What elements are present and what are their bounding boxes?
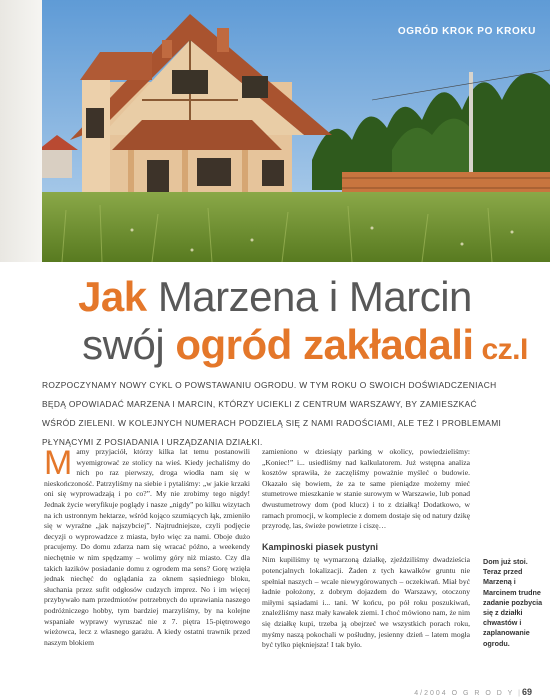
headline-garden: ogród zakładali: [175, 321, 474, 368]
page-number: 69: [521, 687, 532, 697]
headline-word-swoj: swój: [82, 321, 176, 368]
subheading: Kampinoski piasek pustyni: [262, 541, 379, 552]
headline-names: Marzena i Marcin: [157, 273, 472, 320]
house-photo: [42, 0, 550, 262]
body-text-col2-a: zamieniono w dziesiąty parking w okolicy, powiedzieliśmy: „Koniec!” i... usiedliśmy nad kalkulatorem. Już wstępna analiza kosztów sprawiła, że zaczęliśmy poważnie myśleć o budowie. Okazało się bowiem, że za te same pieniądze możemy mieć stumetrowe mieszkanie w stanie surowym w Warszawie, lub ponad dwustumetrowy dom (pod klucz) i to z działką! Dodatkowo, w ramach promocji, w komplecie z domem dostaje się od natury dzikę przyrodę, las, świeże powietrze i ciszę…: [262, 447, 470, 531]
photo-caption: Dom już stoi. Teraz przed Marzeną i Marcinem trudne zadanie pozbycia się z działki chwastów i zaplanowanie ogrodu.: [483, 557, 543, 648]
body-text-col1: amy przyjaciół, którzy kilka lat temu postanowili wyemigrować ze stolicy na wieś. Kiedy jechaliśmy do nich po raz pierwszy, droga wiodła nam się w nieskończoność. Patrzyliśmy na siebie i pytaliśmy: „w jakie krzaki oni się wyprowadzają i po co?”. My nie zrobimy tego nigdy! Jednak życie weryfikuje poglądy i nasze „nigdy” po kilku wizytach na ich ustronnym hektarze, wśród kojąco szumiących łąk, zmieniło się w wyraźne „jak najszybciej”. Najtrudniejsze, czyli podjęcie decyzji o wyprowadzce z miasta, było więc za nami. Oboje dużo pracujemy. Do domu zdarza nam się wracać późno, a weekendy niechętnie w nim spędzamy – wolimy góry niż miasto. Czy dla takich łazików posiadanie domu z ogrodem ma sens? Gorę wzięła jednak niechęć do oglądania za oknem sąsiedniego bloku, słuchania przez sufit odgłosów cudzych imprez. No i im więcej przybywało nam przedmiotów potrzebnych do uprawiania naszego podróżniczego hobby, tym bardziej marzyliśmy, by na kolejne wspaniałe wyprawy wyruszać nie z 7. piętra 15-piętrowego wieżowca, lecz z własnego garażu. A kiedy ostatni trawnik przed naszym blokiem: [44, 447, 250, 647]
section-label: OGRÓD KROK PO KROKU: [397, 26, 536, 37]
page-edge: [0, 0, 42, 262]
magazine-name: O G R O D Y: [451, 690, 515, 697]
house-illustration: [42, 0, 550, 262]
body-column-2: [262, 447, 470, 651]
body-text-col2-b: Nim kupiliśmy tę wymarzoną działkę, zjeździliśmy dwadzieścia potencjalnych lokalizacji. Żaden z tych kawałków gruntu nie spełniał naszych – wcale niewygórowanych – oczekiwań. Miał być ładnie położony, z dobrym dojazdem do Warszawy, otoczony miłymi sąsiadami i... tani. W końcu, po pół roku poszukiwań, znaleźliśmy nasz mały kawałek ziemi. I choć mówiono nam, że nim się działkę kupi, trzeba ją obejrzeć we wszystkich porach roku, myśmy naszą pokochali w pośłudny, jesienny dzień – latem mogła być tylko piękniejsza! I tak było.: [262, 555, 470, 650]
issue-number: 4/2004: [414, 690, 448, 697]
headline-word-jak: Jak: [78, 273, 158, 320]
drop-cap: M: [44, 444, 73, 482]
headline-line-1: [0, 273, 550, 320]
lead-paragraph: ROZPOCZYNAMY NOWY CYKL O POWSTAWANIU OGRODU. W TYM ROKU O SWOICH DOŚWIADCZENIACH BĘDĄ OPOWIADAĆ MARZENA I MARCIN, KTÓRZY UCIEKLI Z CENTRUM WARSZAWY, BY ZAMIESZKAĆ WŚRÓD ZIELENI. W KOLEJNYCH NUMERACH PODZIELĄ SIĘ Z NAMI RADOŚCIAMI, ALE TEŻ I PROBLEMAMI PŁYNĄCYMI Z POSIADANIA I URZĄDZANIA DZIAŁKI.: [42, 380, 502, 447]
footer-divider: |: [518, 690, 522, 697]
body-column-1: [44, 444, 250, 648]
headline-line-2: [0, 321, 550, 368]
headline-part: cz.I: [473, 333, 528, 366]
page-footer: [414, 687, 532, 697]
